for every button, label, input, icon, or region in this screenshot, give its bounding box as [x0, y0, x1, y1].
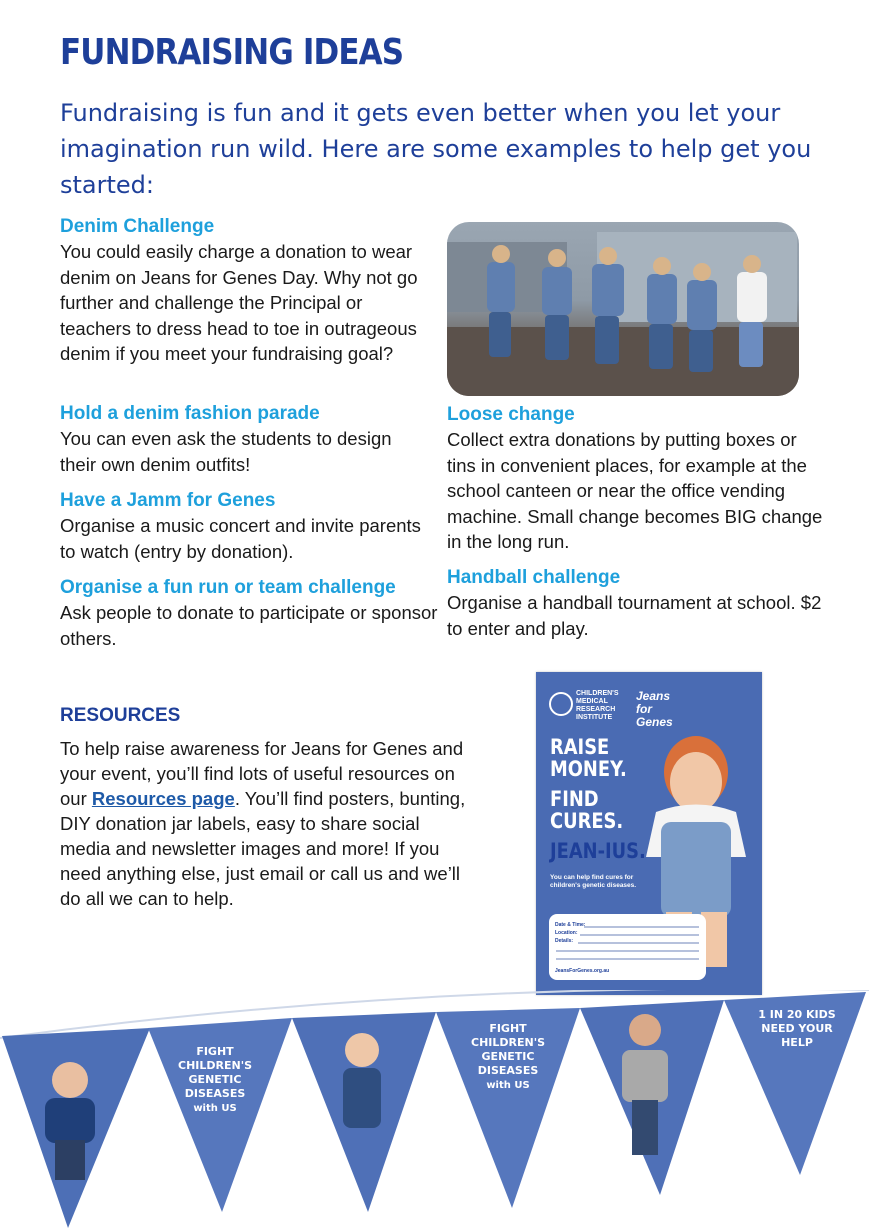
svg-text:FIGHT: FIGHT	[196, 1045, 234, 1058]
idea-heading: Loose change	[447, 404, 575, 425]
idea-text: You can even ask the students to design their own denim outfits!	[60, 428, 392, 475]
idea-text: Organise a handball tournament at school. $2 to enter and play.	[447, 592, 822, 639]
poster-form-fields: Date & Time: Location: Details:	[555, 922, 586, 944]
resources-page-link[interactable]: Resources page	[91, 788, 235, 809]
flag-1	[2, 1028, 150, 1228]
idea-jamm-for-genes	[60, 489, 430, 564]
idea-text: Ask people to donate to participate or sponsor others.	[60, 602, 438, 649]
svg-text:with US: with US	[486, 1080, 530, 1091]
idea-heading: Denim Challenge	[60, 216, 215, 237]
svg-text:FIGHT: FIGHT	[489, 1022, 527, 1035]
svg-text:DISEASES: DISEASES	[184, 1087, 246, 1100]
page-title: FUNDRAISING IDEAS	[60, 32, 404, 73]
resources-title: RESOURCES	[60, 705, 181, 726]
poster-brand-logo: Jeans for Genes	[636, 689, 673, 729]
students-jumping-photo	[447, 222, 799, 396]
idea-heading: Have a Jamm for Genes	[60, 490, 276, 511]
poster-headline-2: MONEY.	[550, 757, 627, 781]
flag-4	[436, 1008, 580, 1208]
flag-2	[148, 1018, 292, 1212]
svg-text:CHILDREN'S: CHILDREN'S	[178, 1059, 252, 1072]
poster-preview	[536, 672, 762, 995]
poster-headline-5: JEAN-IUS.	[550, 839, 646, 863]
svg-text:DISEASES: DISEASES	[477, 1064, 539, 1077]
svg-text:CHILDREN'S: CHILDREN'S	[471, 1036, 545, 1049]
idea-heading: Handball challenge	[447, 567, 621, 588]
intro-text: Fundraising is fun and it gets even better when you let your imagination run wild. Here are some examples to help get you started:	[60, 99, 812, 199]
idea-text: Collect extra donations by putting boxes or tins in convenient places, for example at the school canteen or near the office vending machine. Small change becomes BIG change in the long run.	[447, 429, 823, 552]
idea-loose-change	[447, 403, 827, 555]
poster-headline-3: FIND	[550, 787, 599, 811]
poster-headline-1: RAISE	[550, 735, 610, 759]
photo-illustration	[447, 222, 799, 396]
resources-text: To help raise awareness for Jeans for Genes and your event, you’ll find lots of useful resources on our Resources page. You’ll find posters, bunting, DIY donation jar labels, easy to share social media and newsletter images and more! If you need anything else, just email or call us and we’ll do all we can to help.	[60, 738, 466, 909]
flag-5	[580, 1000, 724, 1195]
poster-url: JeansForGenes.org.au	[555, 968, 610, 974]
svg-text:GENETIC: GENETIC	[481, 1050, 535, 1063]
svg-text:NEED YOUR: NEED YOUR	[761, 1022, 833, 1035]
bunting-flags	[0, 990, 869, 1230]
idea-text: You could easily charge a donation to wear denim on Jeans for Genes Day. Why not go further and challenge the Principal or teachers to dress head to toe in outrageous denim if you meet your fundraising goal?	[60, 241, 418, 364]
svg-text:HELP: HELP	[781, 1036, 813, 1049]
poster-headline-4: CURES.	[550, 809, 624, 833]
svg-text:1 IN 20 KIDS: 1 IN 20 KIDS	[758, 1008, 836, 1021]
idea-handball	[447, 566, 827, 641]
idea-text: Organise a music concert and invite parents to watch (entry by donation).	[60, 515, 421, 562]
idea-heading: Organise a fun run or team challenge	[60, 577, 396, 598]
flag-6	[724, 992, 866, 1175]
idea-fun-run	[60, 576, 440, 651]
idea-heading: Hold a denim fashion parade	[60, 403, 320, 424]
poster-tagline: You can help find cures for children's genetic diseases.	[550, 874, 637, 889]
flag-3	[292, 1012, 436, 1212]
poster-org-logo: CHILDREN'S MEDICAL RESEARCH INSTITUTE	[576, 690, 619, 721]
idea-denim-challenge	[60, 215, 430, 367]
svg-text:GENETIC: GENETIC	[188, 1073, 242, 1086]
svg-text:with US: with US	[193, 1103, 237, 1114]
idea-fashion-parade	[60, 402, 430, 477]
